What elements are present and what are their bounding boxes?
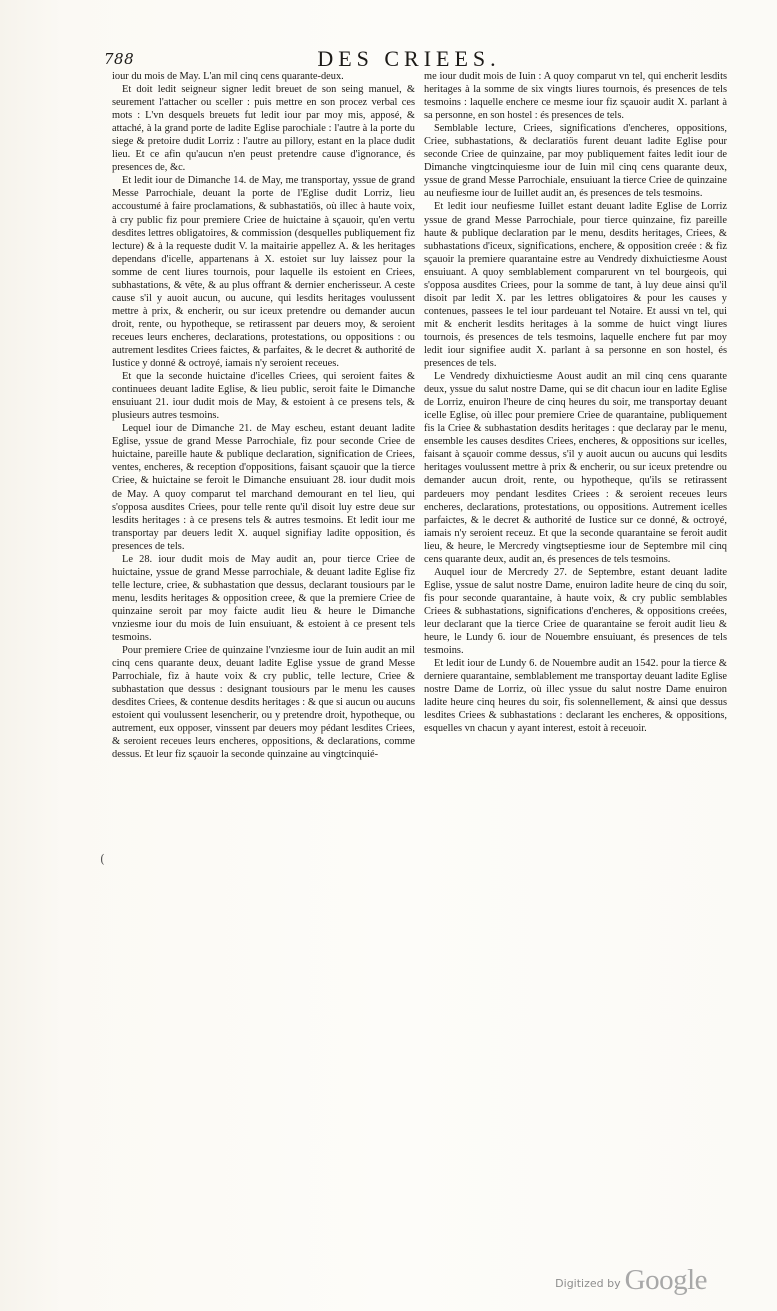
running-title: DES CRIEES. bbox=[317, 46, 501, 71]
paragraph: Et que la seconde huictaine d'icelles Criees, qui seroient faites & continuees deuant ladite Eglise, & lieu public, seroit faite le Dimanche ensuiuant 21. iour dudit mois de May, & estoient à ce presens tels, & plusieurs autres tesmoins. bbox=[112, 371, 415, 422]
paragraph: me iour dudit mois de Iuin : A quoy comparut vn tel, qui encherit lesdits heritages à la somme de six vingts liures tournois, és presences de tels tesmoins : laquelle enchere ce mesme iour fiz sçauoir audit X. parlant à sa personne, en son hostel : és presences de tels. bbox=[424, 71, 727, 122]
page-number: 788 bbox=[104, 50, 135, 68]
google-logo: Google bbox=[624, 1264, 707, 1296]
page-header bbox=[104, 46, 714, 72]
right-text-column bbox=[424, 70, 727, 735]
margin-mark: ( bbox=[100, 852, 105, 866]
paragraph: Auquel iour de Mercredy 27. de Septembre, estant deuant ladite Eglise, yssue de salut nostre Dame, enuiron ladite heure de cinq du soir, fis pour seconde quarantaine, à haute voix, & cry public semblables Criees & subhastations, significations d'encheres, & oppositions creées, leur declarant que la tierce Criee de quarantaine se feroit audit lieu & heure, le Lundy 6. iour de Nouembre ensuiuant, és presences de tels tesmoins. bbox=[424, 566, 727, 657]
paragraph: Semblable lecture, Criees, significations d'encheres, oppositions, Criee, subhastations, & declaratiös furent deuant ladite Eglise pour seconde Criee de quinzaine, par moy publiquement faites ledit iour de Dimanche vingtcinquiesme iour de Iuin mil cinq cens quarante deux, yssue de grand Messe Parrochiale, ensuiuant la tierce Criee de quinzaine au neufiesme iour de Iuillet audit an, és presences de tels tesmoins. bbox=[424, 123, 727, 200]
digitized-label: Digitized by bbox=[555, 1277, 621, 1290]
paragraph: Et ledit iour de Dimanche 14. de May, me transportay, yssue de grand Messe Parrochiale, deuant la porte de l'Eglise dudit Lorriz, lieu accoustumé à faire proclamations, & subhastatiös, où illec à haute voix, à cry public fiz pour premiere Criee de huictaine à sçauoir, qu'en vertu desdites lettres obligatoires, & commission (desquelles publiquement fiz lecture) & à la requeste dudit V. la maitairie appellez A. & les heritages dependans d'icelle, appartenans à X. estoiet sur luy laissez pour la somme de cent liures tournois, pour laquelle ils estoient en Criees, subhastations, & vête, & au plus offrant & dernier encherisseur. A ceste cause s'il y auoit aucun, ou aucune, qui lesdits heritages voulussent mettre à prix, & encherir, ou sur iceux pretendre ou demander aucun droit, rente, ou hypotheque, se retirassent par deuers moy, & seroient receues leurs encheres, declarations, protestations, ou oppositions : ou autrement lesdites Criees faictes, & parfaites, & le decret & authorité de Iustice y donné & octroyé, iamais n'y seroient receues. bbox=[112, 175, 415, 370]
paragraph: Et ledit iour neufiesme Iuillet estant deuant ladite Eglise de Lorriz yssue de grand Messe Parrochiale, pour tierce quinzaine, fiz pareille haute & publique declaration par le menu, desdits heritages, Criees, & subhastations d'iceux, significations, enchere, & opposition creée : & fiz sçauoir la premiere quarantaine estre au Vendredy dixhuictiesme Aoust ensuiuant. A quoy semblablement comparurent vn tel bourgeois, qui s'opposa ausdites Criees, pour la somme de tant, à luy deue ainsi qu'il disoit par ledit X. par les lettres obligatoires & pour les causes y contenues, passees le tel iour pardeuant tel Notaire. Et aussi vn tel, qui mit & encherit lesdits heritages à la somme de huict vingt liures tournois, és presences de tels tesmoins, laquelle enchere fut par moy ledit iour signifiee audit X. parlant à sa personne en son hostel, és presences de tels. bbox=[424, 201, 727, 370]
paragraph: Et ledit iour de Lundy 6. de Nouembre audit an 1542. pour la tierce & derniere quarantaine, semblablement me transportay deuant ladite Eglise nostre Dame de Lorriz, où illec yssue du salut nostre Dame enuiron ladite heure cinq heures du soir, fis solennellement, & ainsi que dessus lesdites Criees & subhastations : declarant les encheres, & oppositions, esquelles vn chacun y ayant interest, estoit à receuoir. bbox=[424, 658, 727, 735]
paragraph: Et doit ledit seigneur signer ledit breuet de son seing manuel, & seurement l'attacher ou sceller : puis mettre en son procez verbal ces mots : L'vn desquels breuets fut ledit iour par moy mis, apposé, & attaché, à la grand porte de ladite Eglise parochiale : l'autre à la porte du siege & pretoire dudit Lorriz : l'autre au pillory, estant en la place dudit lieu. Et ce afin qu'aucun n'en peust pretendre cause d'ignorance, és presences de, &c. bbox=[112, 84, 415, 174]
paragraph: iour du mois de May. L'an mil cinq cens quarante-deux. bbox=[112, 71, 344, 82]
digitized-by-google bbox=[555, 1261, 707, 1297]
paragraph: Le 28. iour dudit mois de May audit an, pour tierce Criee de huictaine, yssue de grand Messe parrochiale, & deuant ladite Eglise fiz telle lecture, criee, & subhastation que dessus, declarant tousiours par le menu, lesdits heritages & opposition creee, & que la premiere Criee de quinzaine seroit par moy faicte audit lieu & heure le Dimanche vnziesme iour du mois de Iuin ensuiuant, & estoient à ce present tels tesmoins. bbox=[112, 553, 415, 644]
paragraph: Lequel iour de Dimanche 21. de May escheu, estant deuant ladite Eglise, yssue de grand Messe Parrochiale, fiz pour seconde Criee de huictaine, pareille haute & publique declaration, signification de Criees, ventes, encheres, & reception d'oppositions, faisant sçauoir que la tierce Criee, & huictaine se feroit le Dimanche ensuiuant 28. iour dudit mois de May. A quoy comparut tel marchand demourant en tel lieu, qui s'opposa ausdites Criees, pour telle rente qu'il disoit luy estre deue sur lesdits heritages : à ce presens tels & autres tesmoins. Et ledit iour me transportay par deuers ledit X. auquel signifiay ladite opposition, és presences de tels. bbox=[112, 423, 415, 552]
paragraph: Le Vendredy dixhuictiesme Aoust audit an mil cinq cens quarante deux, yssue du salut nostre Dame, qui se dit chacun iour en ladite Eglise de Lorriz, enuiron l'heure de cinq heures du soir, me transportay deuant icelle Eglise, où illec pour premiere Criee de quarantaine, publiquement fis la Criee & subhastation desdits heritages : que declaray par le menu, ensemble les causes desdites Criees, encheres, & oppositions sur icelles, faisant à sçauoir comme dessus, s'il y auoit aucun ou aucuns qui lesdits heritages voulussent mettre à prix & encherir, ou sur iceux pretendre ou demander aucun droit, rente, ou hypotheque, qu'ils se retirassent pardeuers moy pendant lesdites Criees : & seroient receues leurs encheres, declarations, protestations, ou oppositions. Autrement icelles parfaictes, & le decret & authorité de Iustice sur ce donné, & octroyé, iamais n'y seroient receuz. Et que la seconde quarantaine se feroit audit lieu, & heure, le Mercredy vingtseptiesme iour de Septembre mil cinq cens quarante deux, audit an, és presences de tels tesmoins. bbox=[424, 371, 727, 565]
paragraph: Pour premiere Criee de quinzaine l'vnziesme iour de Iuin audit an mil cinq cens quarante deux, deuant ladite Eglise yssue de grand Messe Parrochiale, fiz à haute voix & cry public, telle lecture, Criee & subhastation que dessus : designant tousiours par le menu les causes desdites Criees, & contenue desdits heritages : & que si aucun ou aucuns estoient qui voulussent lesencherir, ou y pretendre droit, hypotheque, ou autrement, eux opposer, vinssent par deuers moy pédant lesdites Criees, & seroient receues leurs encheres, oppositions, & declarations, comme dessus. Et leur fiz sçauoir la seconde quinzaine au vingtcinquié- bbox=[112, 645, 415, 761]
left-text-column bbox=[112, 70, 415, 761]
